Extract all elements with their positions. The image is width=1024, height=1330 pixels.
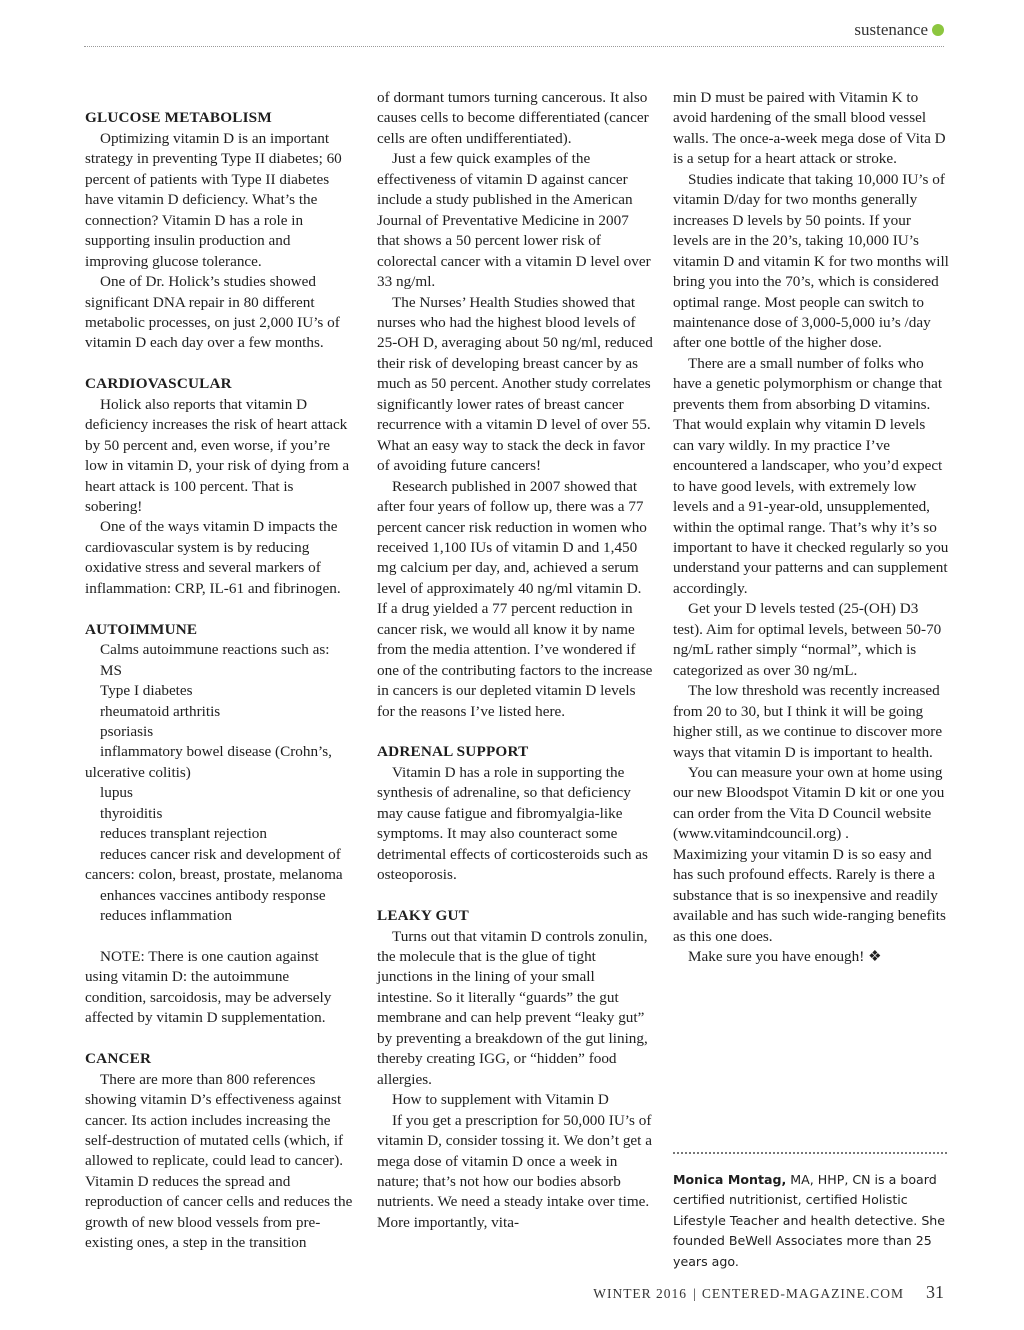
- paragraph: There are more than 800 references showing vitamin D’s effectiveness against cancer. Its action includes increasing the self-destruction of mutated cells (which, if allowed to replicate, could lead to cancer). Vitamin D reduces the spread and reproduction of cancer cells and reduces the growth of new blood vessels from pre-existing ones, a step in the transition: [85, 1070, 353, 1252]
- heading-autoimmune: AUTOIMMUNE: [85, 620, 198, 638]
- list-item: rheumatoid arthritis: [100, 702, 221, 720]
- paragraph: Holick also reports that vitamin D deficiency increases the risk of heart attack by 50 percent and, even worse, if you’re low in vitamin D, your risk of dying from a heart attack is 100 percent. That is sobering!: [85, 395, 350, 516]
- page-number: 31: [926, 1282, 944, 1302]
- spacer: [85, 88, 353, 108]
- bio-divider: [673, 1152, 947, 1154]
- paragraph: Vitamin D has a role in supporting the synthesis of adrenaline, so that deficiency may cause fatigue and fibromyalgia-like symptoms. It may also counteract some detrimental effects of corticosteroids such as osteoporosis.: [377, 763, 648, 884]
- section-name: sustenance: [854, 20, 928, 39]
- website-label: CENTERED-MAGAZINE.COM: [701, 1286, 904, 1301]
- heading-leaky-gut: LEAKY GUT: [377, 907, 469, 925]
- page-header: [84, 18, 944, 47]
- heading-adrenal-support: ADRENAL SUPPORT: [377, 743, 529, 761]
- footer-separator: |: [693, 1287, 696, 1302]
- paragraph: Maximizing your vitamin D is so easy and has such profound effects. Rarely is there a substance that is so inexpensive and readily available and has such wide-ranging benefits as this one does.: [673, 845, 946, 945]
- list-item: inflammatory bowel disease (Crohn’s, ulcerative colitis): [85, 743, 332, 781]
- spacer: [85, 354, 353, 374]
- closing-line: Make sure you have enough! ❖: [688, 948, 882, 966]
- paragraph: Optimizing vitamin D is an important strategy in preventing Type II diabetes; 60 percent of patients with Type II diabetes have vitamin D deficiency. What’s the connection? Vitamin D has a role in supporting insulin production and improving glucose tolerance.: [85, 129, 342, 270]
- paragraph: Turns out that vitamin D controls zonulin, the molecule that is the glue of tight junctions in the lining of your small intestine. So it literally “guards” the gut membrane and can help prevent “leaky gut” by preventing a breakdown of the gut lining, thereby creating IGG, or “hidden” food allergies.: [377, 927, 648, 1088]
- list-intro: Calms autoimmune reactions such as:: [100, 641, 330, 659]
- paragraph: One of Dr. Holick’s studies showed significant DNA repair in 80 different metabolic processes, on just 2,000 IU’s of vitamin D each day over a few months.: [85, 273, 340, 352]
- paragraph: Research published in 2007 showed that after four years of follow up, there was a 77 percent cancer risk reduction in women who received 1,100 IUs of vitamin D and 1,450 mg calcium per day, and, achieved a serum level of approximately 40 ng/ml vitamin D. If a drug yielded a 77 percent reduction in cancer risk, we would all know it by name from the media attention. I’ve wondered if one of the contributing factors to the increase in cancers is our depleted vitamin D levels for the reasons I’ve listed here.: [377, 477, 653, 720]
- list-item: reduces transplant rejection: [100, 825, 267, 843]
- column-1: [85, 88, 353, 1254]
- issue-label: WINTER 2016: [593, 1286, 688, 1301]
- paragraph-continued: min D must be paired with Vitamin K to avoid hardening of the small blood vessel walls. The once-a-week mega dose of Vita D is a setup for a heart attack or stroke.: [673, 89, 946, 168]
- list-item: reduces inflammation: [100, 907, 233, 925]
- paragraph: The Nurses’ Health Studies showed that nurses who had the highest blood levels of 25-OH D, averaging about 50 ng/ml, reduced their risk of developing breast cancer by as much as 50 percent. Another study correlates significantly lower rates of breast cancer recurrence with a vitamin D level of over 55. What an easy way to stack the deck in favor of avoiding future cancers!: [377, 293, 653, 475]
- note-paragraph: NOTE: There is one caution against using vitamin D: the autoimmune condition, sarcoidosis, may be adversely affected by vitamin D supplementation.: [85, 947, 332, 1027]
- paragraph: If you get a prescription for 50,000 IU’s of vitamin D, consider tossing it. We don’t get a mega dose of vitamin D once a week in nature; that’s not how our bodies absorb nutrients. We need a steady intake over time. More importantly, vita-: [377, 1111, 652, 1231]
- list-item: MS: [100, 661, 122, 679]
- author-bio: [673, 1170, 951, 1272]
- heading-cancer: CANCER: [85, 1050, 152, 1068]
- paragraph: One of the ways vitamin D impacts the cardiovascular system is by reducing oxidative stress and several markers of inflammation: CRP, IL-61 and fibrinogen.: [85, 518, 341, 597]
- column-2: [377, 88, 653, 1233]
- heading-cardiovascular: CARDIOVASCULAR: [85, 375, 232, 393]
- column-3: [673, 88, 949, 967]
- heading-glucose-metabolism: GLUCOSE METABOLISM: [85, 109, 272, 127]
- spacer: [85, 1029, 353, 1049]
- paragraph: There are a small number of folks who have a genetic polymorphism or change that prevents them from absorbing D vitamins. That would explain why vitamin D levels can vary wildly. In my practice I’ve encountered a landscaper, who you’d expect to have good levels, with extremely low levels and a 91-year-old, unsupplemented, within the optimal range. That’s why it’s so important to have it checked regularly so you understand your patterns and can supplement accordingly.: [673, 354, 949, 597]
- list-item: psoriasis: [100, 723, 154, 740]
- paragraph: The low threshold was recently increased from 20 to 30, but I think it will be going higher still, as we continue to discover more ways that vitamin D is important to health.: [673, 682, 943, 761]
- paragraph: Studies indicate that taking 10,000 IU’s of vitamin D/day for two months generally increases D levels by 50 points. If your levels are in the 20’s, taking 10,000 IU’s vitamin D and vitamin K for two months will bring you into the 70’s, which is considered optimal range. Most people can switch to maintenance dose of 3,000-5,000 iu’s /day after one bottle of the higher dose.: [673, 170, 949, 352]
- spacer: [85, 599, 353, 619]
- paragraph: Get your D levels tested (25-(OH) D3 test). Aim for optimal levels, between 50-70 ng/mL rather simply “normal”, which is categorized as over 30 ng/mL.: [673, 600, 942, 679]
- spacer: [377, 886, 653, 906]
- green-dot-icon: [932, 24, 944, 36]
- paragraph: Just a few quick examples of the effectiveness of vitamin D against cancer include a study published in the American Journal of Preventative Medicine in 2007 that shows a 50 percent lower risk of colorectal cancer with a vitamin D level over 33 ng/ml.: [377, 150, 651, 291]
- paragraph-continued: of dormant tumors turning cancerous. It also causes cells to become differentiated (cancer cells are often undifferentiated).: [377, 89, 649, 147]
- list-item: thyroiditis: [100, 804, 163, 822]
- list-item: reduces cancer risk and development of cancers: colon, breast, prostate, melanoma: [85, 845, 343, 884]
- author-name: Monica Montag,: [673, 1172, 787, 1187]
- list-item: lupus: [100, 784, 133, 802]
- section-label: [854, 20, 944, 40]
- author-bio-text: MA, HHP, CN is a board certified nutritionist, certified Holistic Lifestyle Teacher and health detective. She founded BeWell Associates more than 25 years ago.: [673, 1172, 946, 1269]
- list-item: Type I diabetes: [100, 682, 193, 700]
- subheading-how-to-supplement: How to supplement with Vitamin D: [392, 1091, 609, 1109]
- paragraph: You can measure your own at home using our new Bloodspot Vitamin D kit or one you can order from the Vita D Council website (www.vitamindcouncil.org) .: [673, 763, 945, 843]
- list-item: enhances vaccines antibody response: [100, 886, 326, 904]
- spacer: [377, 722, 653, 742]
- page-footer: [593, 1282, 944, 1303]
- spacer: [85, 927, 353, 947]
